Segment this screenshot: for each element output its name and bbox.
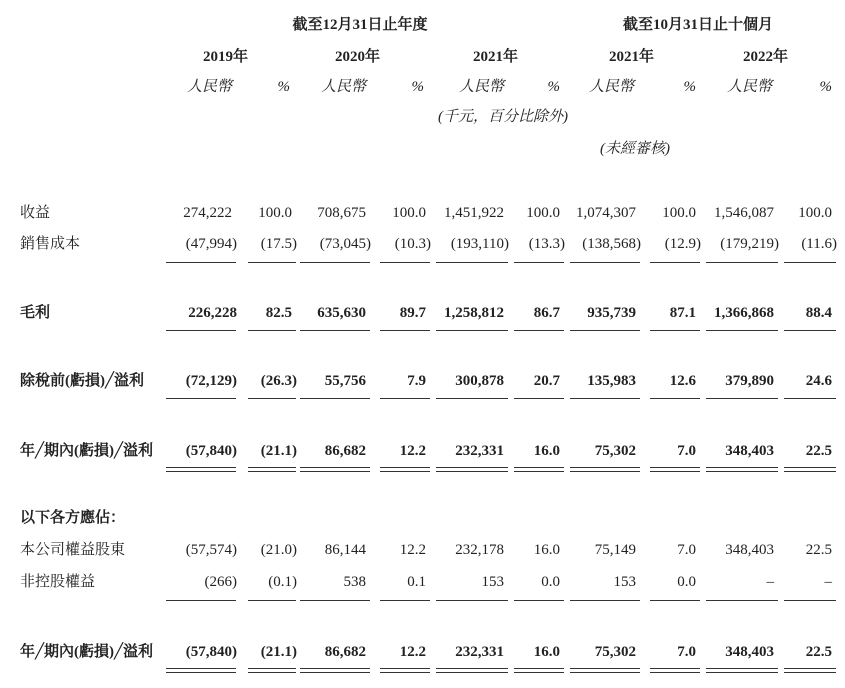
cell-pbt-2019-pct: (26.3) — [260, 373, 297, 389]
cell-nci-2021-amount: 153 — [481, 574, 504, 590]
cell-profit-2019-pct: (21.1) — [260, 443, 297, 459]
cell-equity-2019-amount: (57,574) — [185, 542, 237, 558]
pct-label: % — [411, 79, 424, 95]
pct-label: % — [547, 79, 560, 95]
cell-cost-2022-pct: (11.6) — [801, 236, 837, 252]
cell-revenue-2021t-amount: 1,074,307 — [576, 205, 636, 221]
currency-label: 人民幣 — [458, 79, 504, 95]
year-header-2020: 2020年 — [334, 49, 380, 65]
cell-nci-2020-pct: 0.1 — [407, 574, 426, 590]
cell-revenue-2021-amount: 1,451,922 — [444, 205, 504, 221]
cell-equity-2022-amount: 348,403 — [725, 542, 774, 558]
row-label-cost-of-sales: 銷售成本 — [20, 236, 81, 252]
cell-revenue-2019-pct: 100.0 — [258, 205, 292, 221]
currency-label: 人民幣 — [726, 79, 772, 95]
cell-pbt-2021t-pct: 12.6 — [669, 373, 696, 389]
cell-gross-2022-pct: 88.4 — [805, 305, 832, 321]
cell-nci-2021-pct: 0.0 — [541, 574, 560, 590]
cell-pbt-2021-pct: 20.7 — [533, 373, 560, 389]
row-label-revenue: 收益 — [20, 205, 51, 221]
header-group-year-end: 截至12月31日止年度 — [292, 17, 428, 33]
cell-profit-2022-pct: 22.5 — [805, 443, 832, 459]
cell-nci-2020-amount: 538 — [343, 574, 366, 590]
cell-gross-2020-amount: 635,630 — [317, 305, 366, 321]
row-label-non-controlling: 非控股權益 — [20, 574, 96, 590]
pct-label: % — [277, 79, 290, 95]
cell-total-2021t-amount: 75,302 — [594, 644, 636, 660]
cell-total-2020-amount: 86,682 — [324, 644, 366, 660]
cell-total-2021-amount: 232,331 — [455, 644, 504, 660]
cell-nci-2021t-pct: 0.0 — [677, 574, 696, 590]
cell-gross-2019-pct: 82.5 — [265, 305, 292, 321]
cell-cost-2021t-pct: (12.9) — [664, 236, 701, 252]
cell-profit-2021-amount: 232,331 — [455, 443, 504, 459]
cell-equity-2020-pct: 12.2 — [399, 542, 426, 558]
currency-label: 人民幣 — [588, 79, 634, 95]
cell-profit-2022-amount: 348,403 — [725, 443, 774, 459]
row-label-profit-before-tax: 除稅前(虧損)╱溢利 — [20, 373, 145, 389]
cell-profit-2021t-amount: 75,302 — [594, 443, 636, 459]
cell-gross-2022-amount: 1,366,868 — [714, 305, 774, 321]
cell-pbt-2020-amount: 55,756 — [324, 373, 366, 389]
cell-nci-2022-amount: – — [766, 574, 774, 590]
pct-label: % — [683, 79, 696, 95]
cell-gross-2021-amount: 1,258,812 — [444, 305, 504, 321]
cell-equity-2019-pct: (21.0) — [260, 542, 297, 558]
cell-nci-2019-amount: (266) — [204, 574, 237, 590]
header-group-ten-months: 截至10月31日止十個月 — [622, 17, 773, 33]
cell-pbt-2021t-amount: 135,983 — [587, 373, 636, 389]
row-label-gross-profit: 毛利 — [20, 305, 51, 321]
currency-label: 人民幣 — [320, 79, 366, 95]
cell-revenue-2022-amount: 1,546,087 — [714, 205, 774, 221]
cell-profit-2021-pct: 16.0 — [533, 443, 560, 459]
cell-pbt-2019-amount: (72,129) — [185, 373, 237, 389]
currency-label: 人民幣 — [186, 79, 232, 95]
row-label-profit-for-period-total: 年╱期內(虧損)╱溢利 — [20, 644, 154, 660]
cell-pbt-2020-pct: 7.9 — [407, 373, 426, 389]
cell-total-2022-amount: 348,403 — [725, 644, 774, 660]
cell-nci-2019-pct: (0.1) — [268, 574, 297, 590]
cell-cost-2021t-amount: (138,568) — [582, 236, 641, 252]
cell-cost-2020-amount: (73,045) — [319, 236, 371, 252]
note-unaudited: (未經審核) — [600, 141, 670, 157]
cell-cost-2019-pct: (17.5) — [260, 236, 297, 252]
year-header-2021-ten-months: 2021年 — [608, 49, 654, 65]
cell-pbt-2022-pct: 24.6 — [805, 373, 832, 389]
cell-equity-2021-amount: 232,178 — [455, 542, 504, 558]
cell-pbt-2022-amount: 379,890 — [725, 373, 774, 389]
cell-revenue-2020-amount: 708,675 — [317, 205, 366, 221]
cell-total-2019-amount: (57,840) — [185, 644, 237, 660]
note-units: (千元，百分比除外) — [438, 109, 568, 125]
cell-equity-2020-amount: 86,144 — [324, 542, 366, 558]
year-header-2019: 2019年 — [202, 49, 248, 65]
cell-revenue-2021t-pct: 100.0 — [662, 205, 696, 221]
cell-pbt-2021-amount: 300,878 — [455, 373, 504, 389]
cell-equity-2021-pct: 16.0 — [533, 542, 560, 558]
cell-total-2019-pct: (21.1) — [260, 644, 297, 660]
pct-label: % — [819, 79, 832, 95]
year-header-2022: 2022年 — [742, 49, 788, 65]
cell-total-2021-pct: 16.0 — [533, 644, 560, 660]
cell-gross-2021t-pct: 87.1 — [669, 305, 696, 321]
row-label-profit-for-period: 年╱期內(虧損)╱溢利 — [20, 443, 154, 459]
cell-profit-2020-amount: 86,682 — [324, 443, 366, 459]
cell-cost-2022-amount: (179,219) — [720, 236, 779, 252]
cell-equity-2021t-pct: 7.0 — [677, 542, 696, 558]
cell-profit-2020-pct: 12.2 — [399, 443, 426, 459]
cell-cost-2019-amount: (47,994) — [185, 236, 237, 252]
cell-nci-2022-pct: – — [824, 574, 832, 590]
cell-nci-2021t-amount: 153 — [613, 574, 636, 590]
cell-equity-2022-pct: 22.5 — [805, 542, 832, 558]
cell-equity-2021t-amount: 75,149 — [594, 542, 636, 558]
cell-revenue-2020-pct: 100.0 — [392, 205, 426, 221]
cell-cost-2021-pct: (13.3) — [528, 236, 565, 252]
cell-revenue-2019-amount: 274,222 — [183, 205, 232, 221]
cell-gross-2021-pct: 86.7 — [533, 305, 560, 321]
cell-gross-2019-amount: 226,228 — [188, 305, 237, 321]
cell-total-2022-pct: 22.5 — [805, 644, 832, 660]
cell-cost-2020-pct: (10.3) — [394, 236, 431, 252]
cell-gross-2020-pct: 89.7 — [399, 305, 426, 321]
cell-revenue-2021-pct: 100.0 — [526, 205, 560, 221]
cell-revenue-2022-pct: 100.0 — [798, 205, 832, 221]
row-label-equity-shareholders: 本公司權益股東 — [20, 542, 126, 558]
cell-profit-2021t-pct: 7.0 — [677, 443, 696, 459]
cell-total-2021t-pct: 7.0 — [677, 644, 696, 660]
row-label-attributable-to: 以下各方應佔： — [20, 510, 126, 526]
cell-cost-2021-amount: (193,110) — [450, 236, 509, 252]
cell-total-2020-pct: 12.2 — [399, 644, 426, 660]
year-header-2021: 2021年 — [472, 49, 518, 65]
cell-profit-2019-amount: (57,840) — [185, 443, 237, 459]
cell-gross-2021t-amount: 935,739 — [587, 305, 636, 321]
